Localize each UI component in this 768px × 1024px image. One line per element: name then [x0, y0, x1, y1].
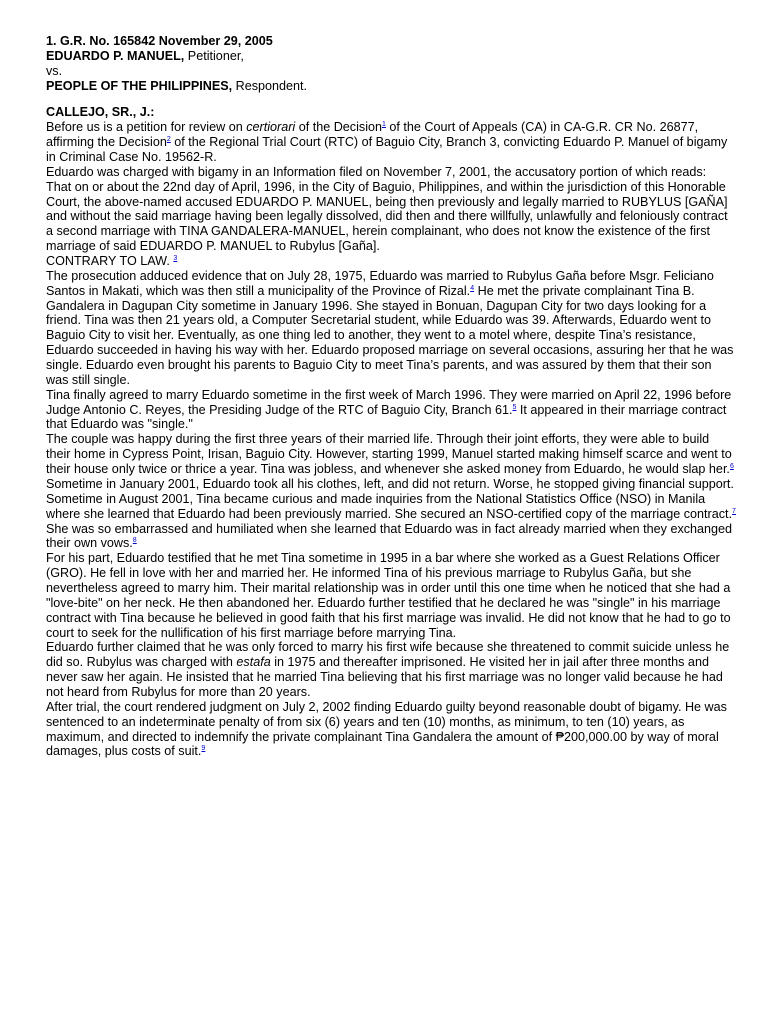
paragraph-marriage	[46, 388, 736, 433]
case-heading: 1. G.R. No. 165842 November 29, 2005	[46, 34, 273, 48]
petitioner-line	[46, 49, 736, 64]
text-run: The couple was happy during the first three years of their married life. Through their joint efforts, they were able to build their home in Cypress Point, Irisan, Baguio City. However, starting 1999, Manuel started making himself scarce and went to their house only twice or thrice a year. Tina was jobless, and whenever she asked money from Eduardo, he would slap her.	[46, 432, 732, 477]
footnote-link-8[interactable]: 8	[132, 537, 137, 545]
text-run: He met the private complainant Tina B. Gandalera in Dagupan City sometime in January 1996. She stayed in Bonuan, Dagupan City for two days looking for a friend. Tina was then 21 years old, a Computer Secretarial student, while Eduardo was 39. Afterwards, Eduardo went to Baguio City to visit her. Eventually, as one thing led to another, they went to a motel where, despite Tina’s resistance, Eduardo succeeded in having his way with her. Eduardo proposed marriage on several occasions, assuring her that he was single. Eduardo even brought his parents to Baguio City to meet Tina’s parents, and was assured by them that their son was still single.	[46, 283, 734, 387]
footnote-link-9[interactable]: 9	[201, 745, 206, 753]
petitioner-name: EDUARDO P. MANUEL,	[46, 48, 185, 63]
respondent-role: Respondent.	[232, 78, 308, 93]
text-run: Eduardo further claimed that he was only forced to marry his first wife because she threatened to commit suicide unless he did so. Rubylus was charged with	[46, 640, 730, 670]
text-run: It appeared in their marriage contract that Eduardo was "single."	[46, 402, 727, 432]
footnote-link-4[interactable]: 4	[470, 284, 475, 292]
text-run: The prosecution adduced evidence that on July 28, 1975, Eduardo was married to Rubylus Gaña before Msgr. Feliciano Santos in Makati, which was then still a municipality of the Province of Rizal.	[46, 268, 714, 298]
italic-term: estafa	[236, 655, 271, 670]
paragraph-couple	[46, 432, 736, 491]
ponente: CALLEJO, SR., J.:	[46, 105, 155, 120]
paragraph-contrary	[46, 254, 736, 269]
text-run: of the Court of Appeals (CA) in CA-G.R. CR No. 26877, affirming the Decision	[46, 120, 699, 150]
text-run: After trial, the court rendered judgment on July 2, 2002 finding Eduardo guilty beyond reasonable doubt of bigamy. He was sentenced to an indeterminate penalty of from six (6) years and ten (10) months, as minimum, to ten (10) years, as maximum, and directed to indemnify the private complainant Tina Gandalera the amount of ₱200,000.00 by way of moral damages, plus costs of suit.	[46, 699, 727, 759]
respondent-line	[46, 79, 736, 94]
respondent-name: PEOPLE OF THE PHILIPPINES,	[46, 78, 233, 93]
document-page	[46, 34, 736, 759]
petitioner-role: Petitioner,	[184, 48, 244, 63]
paragraph-defense: For his part, Eduardo testified that he met Tina sometime in 1995 in a bar where she worked as a Guest Relations Officer (GRO). He fell in love with her and married her. He informed Tina of his previous marriage to Rubylus Gaña, but she nevertheless agreed to marry him. Their marital relationship was in order until this one time when he noticed that she had a "love-bite" on her neck. He then abandoned her. Eduardo further testified that he declared he was "single" in his marriage contract with Tina because he believed in good faith that his first marriage was invalid. He did not know that he had to go to court to seek for the nullification of his first marriage before marrying Tina.	[46, 551, 731, 640]
footnote-link-6[interactable]: 6	[729, 463, 734, 471]
footnote-link-7[interactable]: 7	[732, 507, 736, 515]
text-run: Before us is a petition for review on	[46, 120, 247, 135]
case-parties	[46, 49, 736, 94]
italic-term: certiorari	[246, 120, 296, 135]
footnote-link-1[interactable]: 1	[382, 121, 386, 129]
text-run: She was so embarrassed and humiliated when she learned that Eduardo was in fact already married when they exchanged their own vows.	[46, 521, 733, 551]
text-run: Sometime in January 2001, Eduardo took all his clothes, left, and did not return. Worse, he stopped giving financial support.	[46, 476, 734, 491]
text-run: of the Regional Trial Court (RTC) of Baguio City, Branch 3, convicting Eduardo P. Manuel of bigamy in Criminal Case No. 19562-R.	[46, 135, 728, 165]
text-run: Sometime in August 2001, Tina became curious and made inquiries from the National Statistics Office (NSO) in Manila where she learned that Eduardo had been previously married. She secured an NSO-certified copy of the marriage contract.	[46, 491, 733, 521]
paragraph-intro	[46, 120, 736, 165]
paragraph-information: That on or about the 22nd day of April, 1996, in the City of Baguio, Philippines, and within the jurisdiction of this Honorable Court, the above-named accused EDUARDO P. MANUEL, being then previously and legally married to RUBYLUS [GAÑA] and without the said marriage having been legally dissolved, did then and there willfully, unlawfully and feloniously contract a second marriage with TINA GANDALERA-MANUEL, herein complainant, who does not know the existence of the first marriage of said EDUARDO P. MANUEL to Rubylus [Gaña].	[46, 179, 728, 254]
paragraph-prosecution	[46, 269, 736, 388]
versus-line: vs.	[46, 63, 63, 78]
footnote-link-2[interactable]: 2	[166, 136, 171, 144]
paragraph-charge: Eduardo was charged with bigamy in an Information filed on November 7, 2001, the accusatory portion of which reads:	[46, 164, 707, 179]
text-run: of the Decision	[295, 120, 383, 135]
paragraph-nso	[46, 492, 736, 551]
paragraph-judgment	[46, 700, 736, 759]
text-run: Tina finally agreed to marry Eduardo sometime in the first week of March 1996. They were married on April 22, 1996 before Judge Antonio C. Reyes, the Presiding Judge of the RTC of Baguio City, Branch 61.	[46, 387, 732, 417]
footnote-link-5[interactable]: 5	[512, 403, 517, 411]
paragraph-claim	[46, 640, 736, 699]
text-run: CONTRARY TO LAW.	[46, 254, 174, 269]
text-run: in 1975 and thereafter imprisoned. He visited her in jail after three months and never saw her again. He insisted that he married Tina believing that his first marriage was no longer valid because he had not heard from Rubylus for more than 20 years.	[46, 655, 723, 699]
footnote-link-3[interactable]: 3	[173, 255, 178, 263]
